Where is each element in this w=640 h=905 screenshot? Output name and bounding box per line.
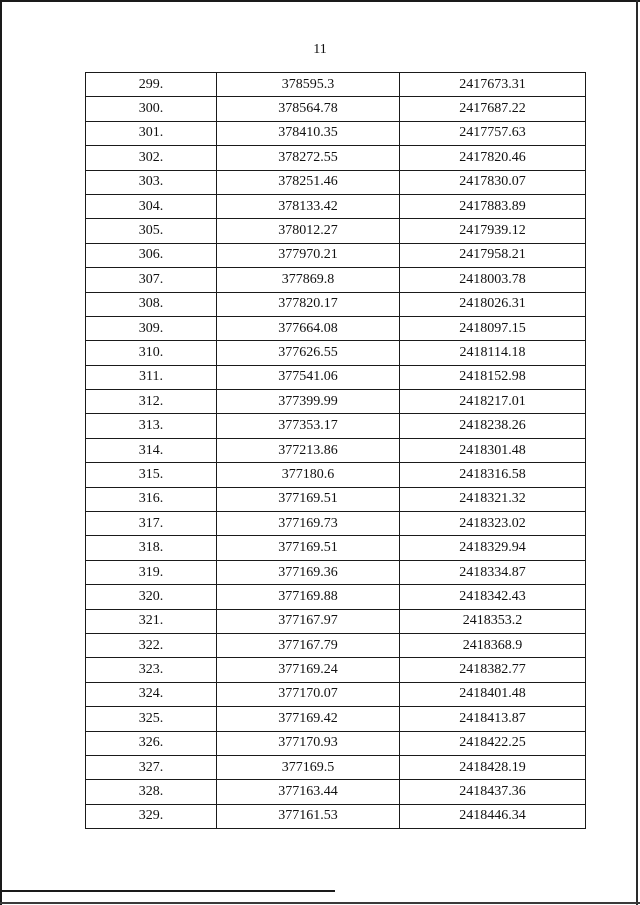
row-number-cell: 305. [86, 219, 217, 243]
row-number-cell: 321. [86, 609, 217, 633]
y-coordinate-cell: 2418003.78 [400, 268, 586, 292]
x-coordinate-cell: 377353.17 [217, 414, 400, 438]
x-coordinate-cell: 377180.6 [217, 463, 400, 487]
row-number-cell: 299. [86, 73, 217, 97]
table-row [86, 390, 586, 414]
x-coordinate-cell: 378012.27 [217, 219, 400, 243]
row-number-cell: 312. [86, 390, 217, 414]
x-coordinate-cell: 378133.42 [217, 194, 400, 218]
y-coordinate-cell: 2418382.77 [400, 658, 586, 682]
table-row [86, 585, 586, 609]
y-coordinate-cell: 2417757.63 [400, 121, 586, 145]
y-coordinate-cell: 2418152.98 [400, 365, 586, 389]
x-coordinate-cell: 377169.36 [217, 560, 400, 584]
y-coordinate-cell: 2418316.58 [400, 463, 586, 487]
y-coordinate-cell: 2417830.07 [400, 170, 586, 194]
y-coordinate-cell: 2418353.2 [400, 609, 586, 633]
row-number-cell: 307. [86, 268, 217, 292]
row-number-cell: 316. [86, 487, 217, 511]
row-number-cell: 325. [86, 707, 217, 731]
y-coordinate-cell: 2417673.31 [400, 73, 586, 97]
y-coordinate-cell: 2418368.9 [400, 633, 586, 657]
y-coordinate-cell: 2418401.48 [400, 682, 586, 706]
table-row [86, 146, 586, 170]
y-coordinate-cell: 2418422.25 [400, 731, 586, 755]
y-coordinate-cell: 2418413.87 [400, 707, 586, 731]
x-coordinate-cell: 377167.79 [217, 633, 400, 657]
x-coordinate-cell: 377664.08 [217, 316, 400, 340]
y-coordinate-cell: 2417939.12 [400, 219, 586, 243]
table-row [86, 560, 586, 584]
table-row [86, 780, 586, 804]
x-coordinate-cell: 377970.21 [217, 243, 400, 267]
table-row [86, 731, 586, 755]
table-row [86, 316, 586, 340]
table-row [86, 707, 586, 731]
table-row [86, 243, 586, 267]
table-row [86, 365, 586, 389]
y-coordinate-cell: 2418342.43 [400, 585, 586, 609]
x-coordinate-cell: 377541.06 [217, 365, 400, 389]
row-number-cell: 323. [86, 658, 217, 682]
x-coordinate-cell: 377167.97 [217, 609, 400, 633]
x-coordinate-cell: 377169.51 [217, 536, 400, 560]
table-row [86, 536, 586, 560]
x-coordinate-cell: 377213.86 [217, 438, 400, 462]
row-number-cell: 320. [86, 585, 217, 609]
table-row [86, 512, 586, 536]
x-coordinate-cell: 377626.55 [217, 341, 400, 365]
table-row [86, 341, 586, 365]
y-coordinate-cell: 2417820.46 [400, 146, 586, 170]
row-number-cell: 311. [86, 365, 217, 389]
x-coordinate-cell: 377170.93 [217, 731, 400, 755]
row-number-cell: 304. [86, 194, 217, 218]
table-row [86, 755, 586, 779]
x-coordinate-cell: 377170.07 [217, 682, 400, 706]
y-coordinate-cell: 2418026.31 [400, 292, 586, 316]
row-number-cell: 314. [86, 438, 217, 462]
row-number-cell: 300. [86, 97, 217, 121]
x-coordinate-cell: 377169.5 [217, 755, 400, 779]
y-coordinate-cell: 2418301.48 [400, 438, 586, 462]
table-row [86, 73, 586, 97]
table-row [86, 658, 586, 682]
coordinates-table-body [86, 73, 586, 829]
row-number-cell: 318. [86, 536, 217, 560]
y-coordinate-cell: 2418437.36 [400, 780, 586, 804]
y-coordinate-cell: 2418323.02 [400, 512, 586, 536]
table-row [86, 121, 586, 145]
table-row [86, 268, 586, 292]
footer-rule [0, 890, 335, 892]
scan-border-left [0, 0, 2, 905]
x-coordinate-cell: 378272.55 [217, 146, 400, 170]
y-coordinate-cell: 2418428.19 [400, 755, 586, 779]
x-coordinate-cell: 377820.17 [217, 292, 400, 316]
y-coordinate-cell: 2417883.89 [400, 194, 586, 218]
table-row [86, 487, 586, 511]
row-number-cell: 306. [86, 243, 217, 267]
y-coordinate-cell: 2418097.15 [400, 316, 586, 340]
y-coordinate-cell: 2417687.22 [400, 97, 586, 121]
x-coordinate-cell: 378564.78 [217, 97, 400, 121]
x-coordinate-cell: 378410.35 [217, 121, 400, 145]
row-number-cell: 301. [86, 121, 217, 145]
table-row [86, 438, 586, 462]
y-coordinate-cell: 2418329.94 [400, 536, 586, 560]
row-number-cell: 326. [86, 731, 217, 755]
row-number-cell: 309. [86, 316, 217, 340]
x-coordinate-cell: 377869.8 [217, 268, 400, 292]
table-row [86, 463, 586, 487]
table-row [86, 682, 586, 706]
table-row [86, 97, 586, 121]
row-number-cell: 308. [86, 292, 217, 316]
table-row [86, 194, 586, 218]
table-row [86, 219, 586, 243]
row-number-cell: 310. [86, 341, 217, 365]
table-row [86, 414, 586, 438]
x-coordinate-cell: 377161.53 [217, 804, 400, 828]
row-number-cell: 329. [86, 804, 217, 828]
row-number-cell: 327. [86, 755, 217, 779]
table-row [86, 633, 586, 657]
x-coordinate-cell: 377169.24 [217, 658, 400, 682]
row-number-cell: 317. [86, 512, 217, 536]
coordinates-table [85, 72, 586, 829]
row-number-cell: 319. [86, 560, 217, 584]
row-number-cell: 324. [86, 682, 217, 706]
y-coordinate-cell: 2418321.32 [400, 487, 586, 511]
table-row [86, 170, 586, 194]
y-coordinate-cell: 2418217.01 [400, 390, 586, 414]
scan-border-bottom [0, 902, 640, 904]
y-coordinate-cell: 2418114.18 [400, 341, 586, 365]
row-number-cell: 322. [86, 633, 217, 657]
x-coordinate-cell: 377399.99 [217, 390, 400, 414]
row-number-cell: 313. [86, 414, 217, 438]
x-coordinate-cell: 377163.44 [217, 780, 400, 804]
table-row [86, 609, 586, 633]
x-coordinate-cell: 378251.46 [217, 170, 400, 194]
x-coordinate-cell: 377169.42 [217, 707, 400, 731]
table-row [86, 804, 586, 828]
page-number: 11 [313, 42, 327, 57]
row-number-cell: 315. [86, 463, 217, 487]
x-coordinate-cell: 378595.3 [217, 73, 400, 97]
y-coordinate-cell: 2418446.34 [400, 804, 586, 828]
y-coordinate-cell: 2418238.26 [400, 414, 586, 438]
scan-border-top [0, 0, 640, 2]
y-coordinate-cell: 2418334.87 [400, 560, 586, 584]
x-coordinate-cell: 377169.73 [217, 512, 400, 536]
row-number-cell: 328. [86, 780, 217, 804]
x-coordinate-cell: 377169.51 [217, 487, 400, 511]
x-coordinate-cell: 377169.88 [217, 585, 400, 609]
row-number-cell: 302. [86, 146, 217, 170]
table-row [86, 292, 586, 316]
y-coordinate-cell: 2417958.21 [400, 243, 586, 267]
row-number-cell: 303. [86, 170, 217, 194]
scan-border-right [636, 0, 638, 905]
